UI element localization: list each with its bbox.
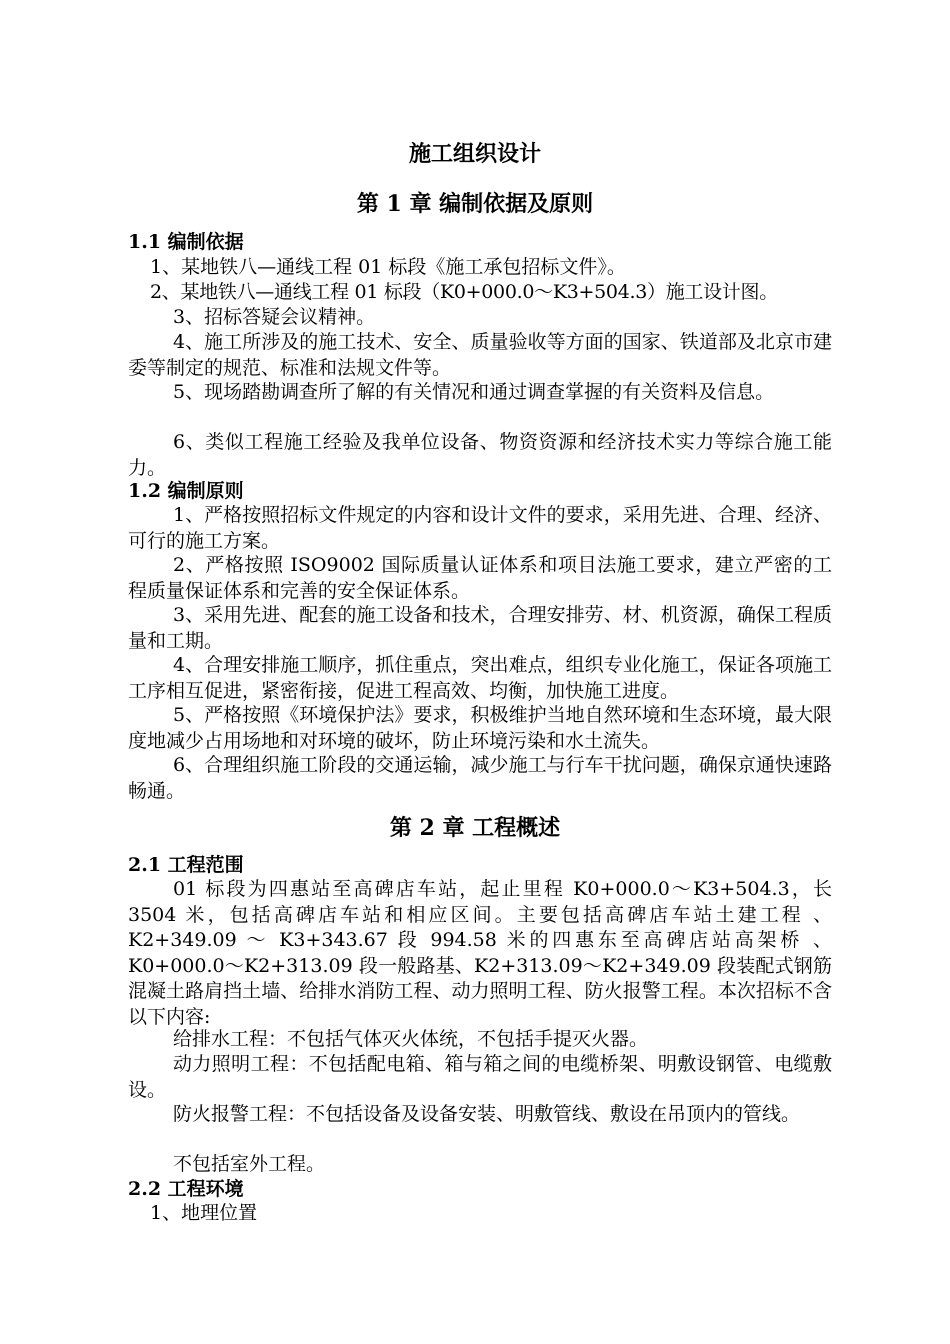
- section-2-2-heading: 2.2 工程环境: [128, 1178, 244, 1200]
- section-1-2-heading: 1.2 编制原则: [128, 480, 244, 502]
- principle-item-5: 5、严格按照《环境保护法》要求，积极维护当地自然环境和生态环境，最大限度地减少占用场地和对环境的破坏，防止环境污染和水土流失。: [128, 704, 832, 752]
- principle-item-3: 3、采用先进、配套的施工设备和技术，合理安排劳、材、机资源，确保工程质量和工期。: [128, 604, 832, 652]
- section-2-1-heading: 2.1 工程范围: [128, 854, 244, 876]
- basis-item-3: 3、招标答疑会议精神。: [173, 306, 376, 328]
- basis-item-2: 2、某地铁八—通线工程 01 标段（K0+000.0～K3+504.3）施工设计图。: [150, 281, 778, 303]
- scope-paragraph: 01 标段为四惠站至高碑店车站，起止里程 K0+000.0～K3+504.3，长 3504 米，包括高碑店车站和相应区间。主要包括高碑店车站土建工程 、K2+349.09 ～ K3+343.67 段 994.58 米的四惠东至高碑店站高架桥 、K0+000.0～K2+313.09 段一般路基、K2+313.09～K2+349.09 段装配式钢筋混凝土路肩挡土墙、给排水消防工程、动力照明工程、防火报警工程。本次招标不含以下内容:: [128, 878, 832, 1028]
- environment-item-1: 1、地理位置: [150, 1202, 258, 1224]
- document-title: 施工组织设计: [408, 141, 541, 167]
- scope-exclusion-power: 动力照明工程：不包括配电箱、箱与箱之间的电缆桥架、明敷设钢管、电缆敷设。: [128, 1053, 832, 1101]
- basis-item-1: 1、某地铁八—通线工程 01 标段《施工承包招标文件》。: [150, 256, 626, 278]
- scope-exclusion-fire-alarm: 防火报警工程：不包括设备及设备安装、明敷管线、敷设在吊顶内的管线。: [173, 1103, 801, 1125]
- principle-item-6: 6、合理组织施工阶段的交通运输，减少施工与行车干扰问题，确保京通快速路畅通。: [128, 754, 832, 802]
- principle-item-4: 4、合理安排施工顺序，抓住重点，突出难点，组织专业化施工，保证各项施工工序相互促进，紧密衔接，促进工程高效、均衡，加快施工进度。: [128, 654, 832, 702]
- scope-exclusion-water: 给排水工程：不包括气体灭火体统，不包括手提灭火器。: [173, 1028, 649, 1050]
- basis-item-6: 6、类似工程施工经验及我单位设备、物资资源和经济技术实力等综合施工能力。: [128, 431, 832, 479]
- basis-item-4: 4、施工所涉及的施工技术、安全、质量验收等方面的国家、铁道部及北京市建委等制定的规范、标准和法规文件等。: [128, 331, 832, 379]
- scope-exclusion-outdoor: 不包括室外工程。: [173, 1153, 326, 1175]
- principle-item-2: 2、严格按照 ISO9002 国际质量认证体系和项目法施工要求，建立严密的工程质量保证体系和完善的安全保证体系。: [128, 554, 832, 602]
- principle-item-1: 1、严格按照招标文件规定的内容和设计文件的要求，采用先进、合理、经济、可行的施工方案。: [128, 504, 832, 552]
- chapter-1-title: 第 1 章 编制依据及原则: [356, 191, 594, 217]
- section-1-1-heading: 1.1 编制依据: [128, 231, 244, 253]
- basis-item-5: 5、现场踏勘调查所了解的有关情况和通过调查掌握的有关资料及信息。: [173, 381, 775, 403]
- chapter-2-title: 第 2 章 工程概述: [389, 815, 561, 841]
